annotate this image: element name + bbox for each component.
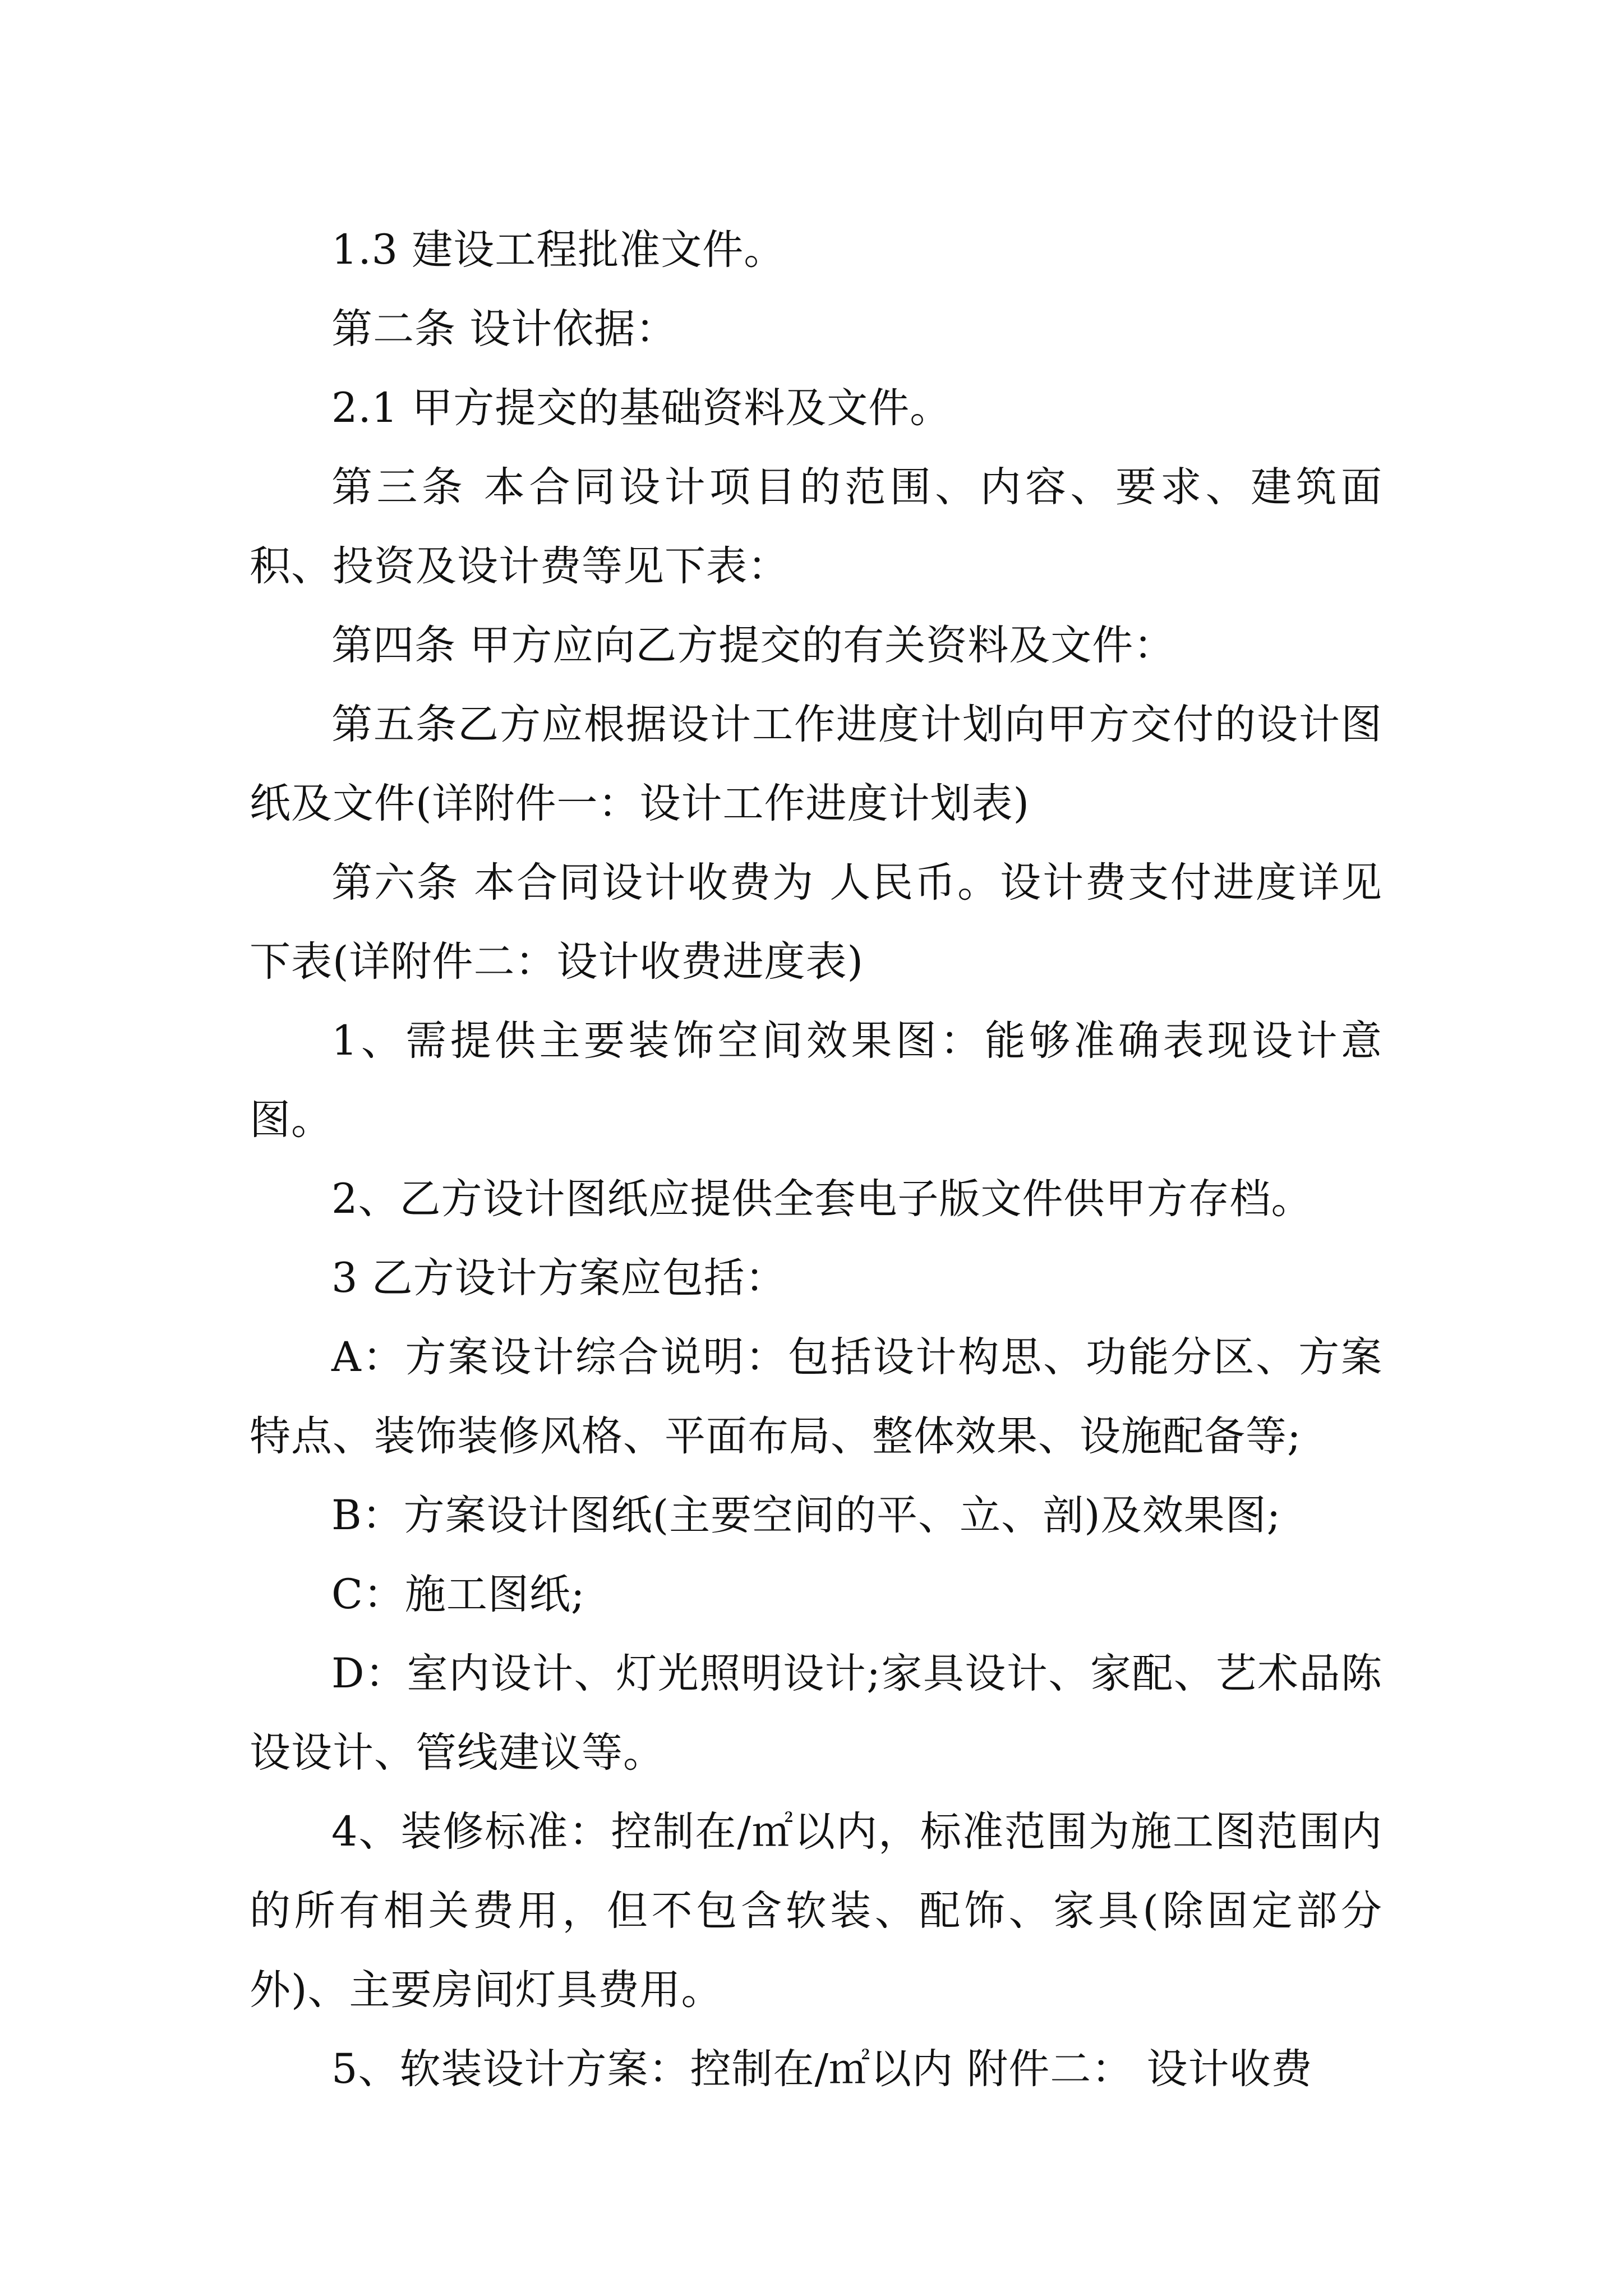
paragraph-item-5: 5、软装设计方案：控制在/㎡以内 附件二： 设计收费: [331, 2045, 1313, 2093]
paragraph-item-4: 4、装修标准：控制在/㎡以内，标准范围为施工图范围内的所有相关费用，但不包含软装、配饰、家具(除固定部分外)、主要房间灯具费用。: [250, 1808, 1382, 2014]
document-body: [250, 210, 1382, 2109]
paragraph-item-a: A：方案设计综合说明：包括设计构思、功能分区、方案特点、装饰装修风格、平面布局、整体效果、设施配备等;: [250, 1333, 1382, 1460]
paragraph-item-1: 1、需提供主要装饰空间效果图：能够准确表现设计意图。: [250, 1017, 1382, 1144]
paragraph-article-3: 第三条 本合同设计项目的范围、内容、要求、建筑面积、投资及设计费等见下表：: [250, 463, 1382, 590]
paragraph-item-b: B：方案设计图纸(主要空间的平、立、剖)及效果图;: [331, 1492, 1281, 1539]
paragraph-1-3: 1.3 建设工程批准文件。: [331, 226, 786, 274]
paragraph-article-4: 第四条 甲方应向乙方提交的有关资料及文件：: [331, 622, 1175, 669]
paragraph-article-5: 第五条乙方应根据设计工作进度计划向甲方交付的设计图纸及文件(详附件一：设计工作进度计划表): [250, 701, 1382, 827]
paragraph-item-c: C：施工图纸;: [331, 1571, 585, 1618]
paragraph-article-6: 第六条 本合同设计收费为 人民币。设计费支付进度详见下表(详附件二：设计收费进度表): [250, 859, 1382, 986]
paragraph-2-1: 2.1 甲方提交的基础资料及文件。: [331, 384, 952, 432]
paragraph-item-3: 3 乙方设计方案应包括：: [331, 1254, 787, 1302]
paragraph-item-d: D：室内设计、灯光照明设计;家具设计、家配、艺术品陈设设计、管线建议等。: [250, 1650, 1382, 1777]
paragraph-article-2: 第二条 设计依据：: [331, 305, 677, 353]
paragraph-item-2: 2、乙方设计图纸应提供全套电子版文件供甲方存档。: [331, 1175, 1313, 1223]
